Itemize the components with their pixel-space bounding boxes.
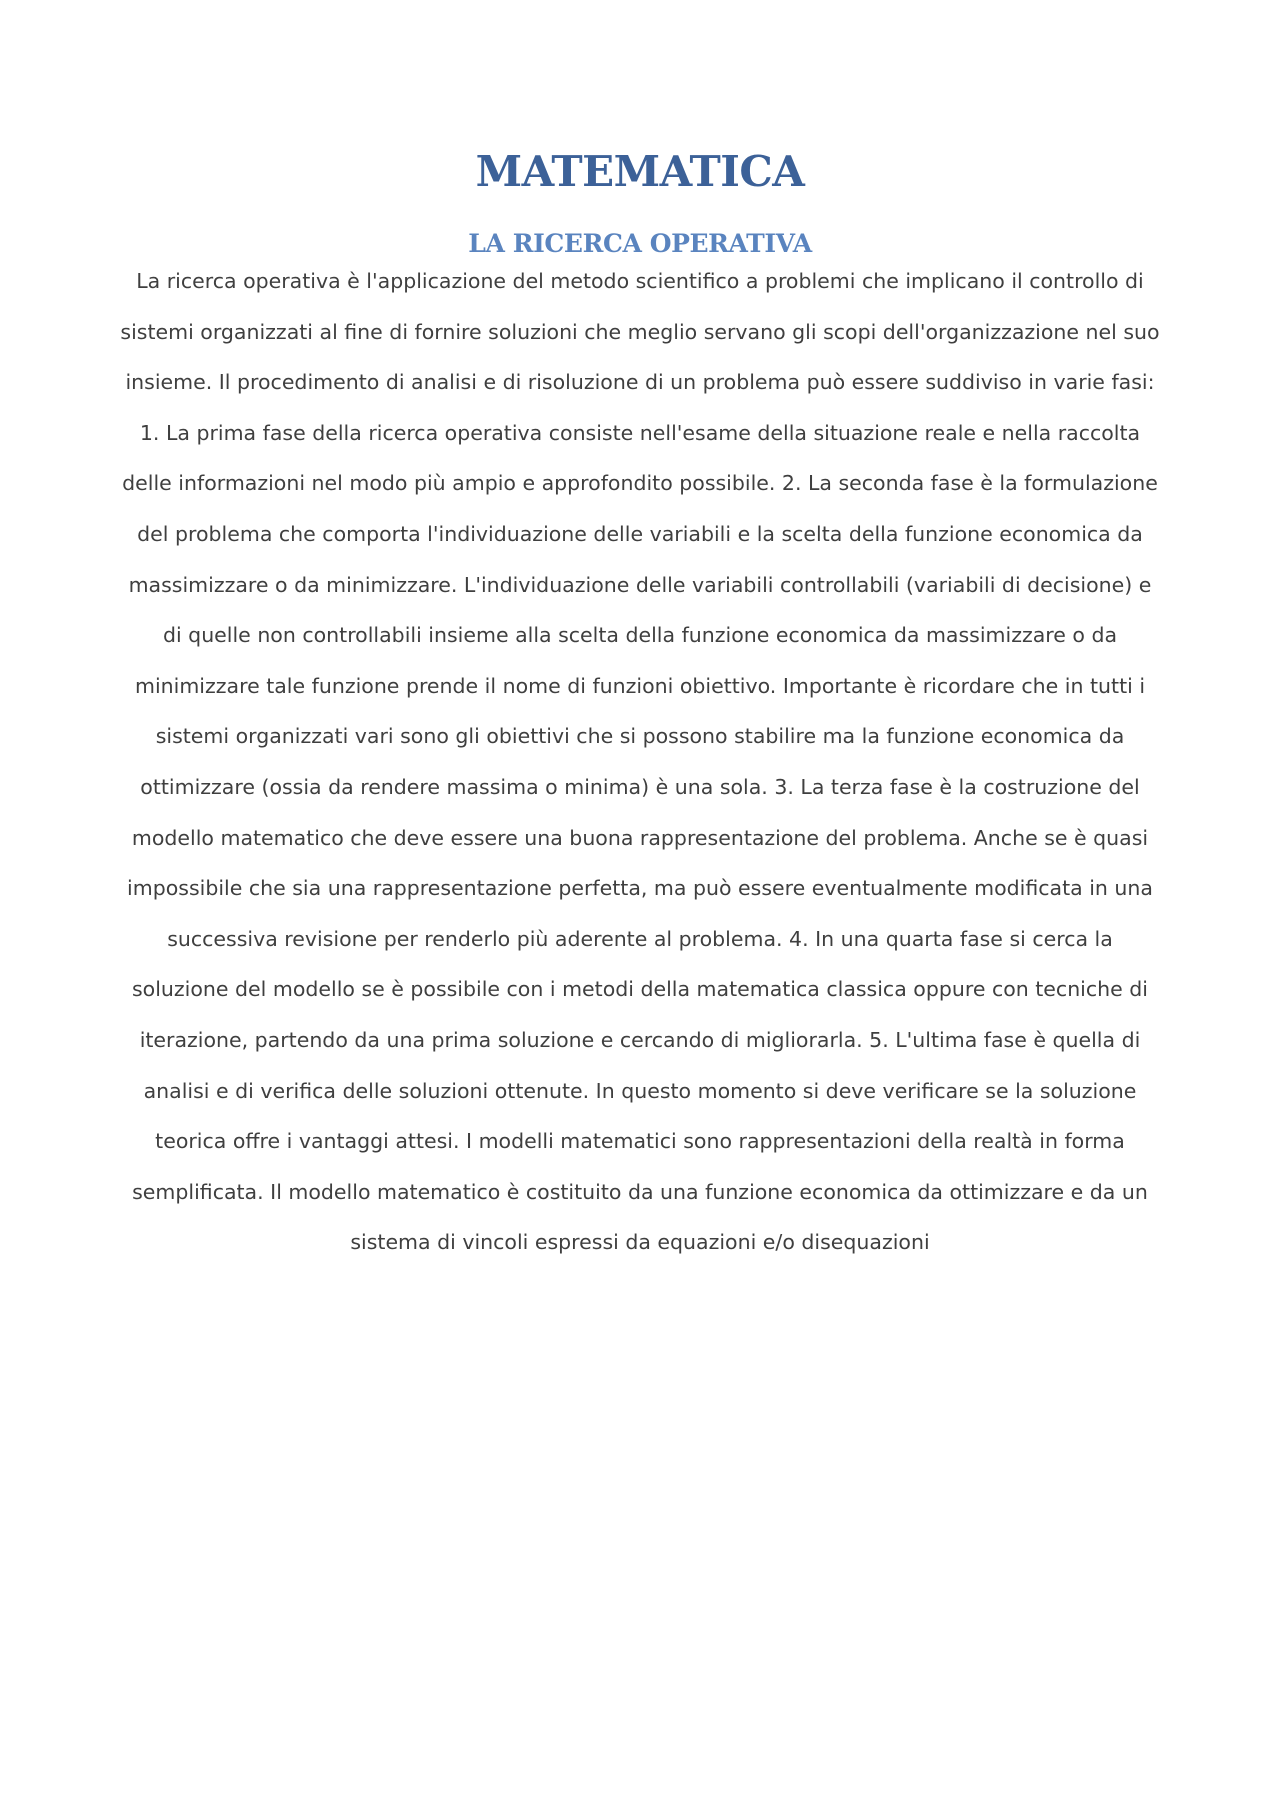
page-title: MATEMATICA [475,147,805,196]
body-paragraph: La ricerca operativa è l'applicazione del metodo scientifico a problemi che implicano il controllo di sistemi organizzati al fine di fornire soluzioni che meglio servano gli scopi dell'organizzazione nel suo insieme. Il procedimento di analisi e di risoluzione di un problema può essere suddiviso in varie fasi: 1. La prima fase della ricerca operativa consiste nell'esame della situazione reale e nella raccolta delle informazioni nel modo più ampio e approfondito possibile. 2. La seconda fase è la formulazione del problema che comporta l'individuazione delle variabili e la scelta della funzione economica da massimizzare o da minimizzare. L'individuazione delle variabili controllabili (variabili di decisione) e di quelle non controllabili insieme alla scelta della funzione economica da massimizzare o da minimizzare tale funzione prende il nome di funzioni obiettivo. Importante è ricordare che in tutti i sistemi organizzati vari sono gli obiettivi che si possono stabilire ma la funzione economica da ottimizzare (ossia da rendere massima o minima) è una sola. 3. La terza fase è la costruzione del modello matematico che deve essere una buona rappresentazione del problema. Anche se è quasi impossibile che sia una rappresentazione perfetta, ma può essere eventualmente modificata in una successiva revisione per renderlo più aderente al problema. 4. In una quarta fase si cerca la soluzione del modello se è possibile con i metodi della matematica classica oppure con tecniche di iterazione, partendo da una prima soluzione e cercando di migliorarla. 5. L'ultima fase è quella di analisi e di verifica delle soluzioni ottenute. In questo momento si deve verificare se la soluzione teorica offre i vantaggi attesi. I modelli matematici sono rappresentazioni della realtà in forma semplificata. Il modello matematico è costituito da una funzione economica da ottimizzare e da un sistema di vincoli espressi da equazioni e/o disequazioni [120,269,1160,1255]
section-heading: LA RICERCA OPERATIVA [468,229,812,258]
